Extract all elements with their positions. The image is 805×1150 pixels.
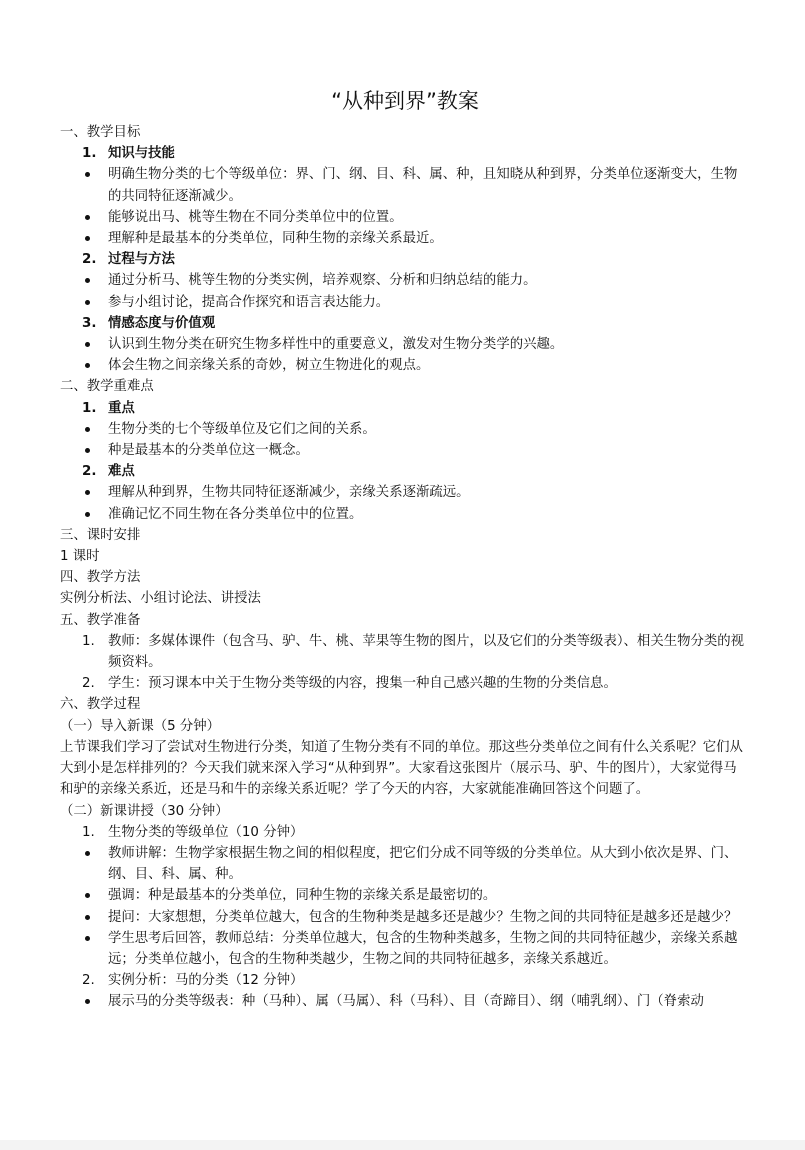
bullet-icon [85, 236, 90, 241]
subheading-label: 情感态度与价值观 [108, 315, 216, 331]
bullet-item [60, 928, 750, 970]
section-heading-6: 六、教学过程 [60, 697, 141, 713]
bullet-item [60, 885, 750, 906]
subheading [60, 398, 750, 419]
paragraph: 上节课我们学习了尝试对生物进行分类，知道了生物分类有不同的单位。那这些分类单位之间有什么关系呢？它们从大到小是怎样排列的？今天我们就来深入学习“从种到界”。大家看这张图片（展示马、驴、牛的图片），大家觉得马和驴的亲缘关系近，还是马和牛的亲缘关系近呢？学了今天的内容，大家就能准确回答这个问题了。 [60, 739, 743, 798]
numbered-text: 生物分类的等级单位（10 分钟） [108, 824, 304, 840]
bullet-text: 认识到生物分类在研究生物多样性中的重要意义，激发对生物分类学的兴趣。 [108, 337, 564, 353]
bullet-text: 提问：大家想想，分类单位越大，包含的生物种类是越多还是越少？生物之间的共同特征是越多还是越少？ [108, 909, 738, 925]
bullet-icon [85, 915, 90, 920]
part-heading: （二）新课讲授（30 分钟） [60, 803, 229, 819]
bullet-text: 强调：种是最基本的分类单位，同种生物的亲缘关系是最密切的。 [108, 888, 497, 904]
bullet-text: 展示马的分类等级表：种（马种）、属（马属）、科（马科）、目（奇蹄目）、纲（哺乳纲）、门（脊索动 [108, 994, 704, 1010]
item-number: 2. [82, 464, 97, 480]
numbered-text: 实例分析：马的分类（12 分钟） [108, 973, 304, 989]
subheading [60, 313, 750, 334]
bullet-icon [85, 893, 90, 898]
bullet-item [60, 207, 750, 228]
bullet-item [60, 228, 750, 249]
bullet-icon [85, 278, 90, 283]
bullet-text: 明确生物分类的七个等级单位：界、门、纲、目、科、属、种，且知晓从种到界，分类单位逐渐变大，生物的共同特征逐渐减少。 [108, 167, 738, 204]
subheading [60, 249, 750, 270]
subheading-label: 知识与技能 [108, 146, 175, 162]
section-text: 实例分析法、小组讨论法、讲授法 [60, 591, 261, 607]
item-number: 1. [82, 633, 95, 649]
bullet-text: 参与小组讨论，提高合作探究和语言表达能力。 [108, 294, 390, 310]
section-heading-2: 二、教学重难点 [60, 379, 154, 395]
page-title: “从种到界”教案 [331, 89, 479, 113]
bullet-icon [85, 851, 90, 856]
bullet-item [60, 504, 750, 525]
item-number: 2. [82, 252, 97, 268]
subheading [60, 461, 750, 482]
bullet-item [60, 164, 750, 206]
bullet-text: 生物分类的七个等级单位及它们之间的关系。 [108, 421, 376, 437]
bullet-item [60, 355, 750, 376]
bullet-item [60, 292, 750, 313]
section-text: 1 课时 [60, 549, 100, 565]
numbered-item [60, 631, 750, 673]
item-number: 2. [82, 676, 95, 692]
numbered-item [60, 822, 750, 843]
numbered-text: 学生：预习课本中关于生物分类等级的内容，搜集一种自己感兴趣的生物的分类信息。 [108, 676, 617, 692]
bullet-icon [85, 342, 90, 347]
bullet-text: 能够说出马、桃等生物在不同分类单位中的位置。 [108, 209, 403, 225]
bullet-icon [85, 490, 90, 495]
bullet-text: 理解种是最基本的分类单位，同种生物的亲缘关系最近。 [108, 231, 443, 247]
document-content [60, 86, 750, 1013]
section-heading-1: 一、教学目标 [60, 125, 141, 140]
section-heading-3: 三、课时安排 [60, 527, 141, 543]
bullet-text: 通过分析马、桃等生物的分类实例，培养观察、分析和归纳总结的能力。 [108, 273, 537, 289]
bullet-icon [85, 427, 90, 432]
item-number: 2. [82, 973, 95, 989]
item-number: 3. [82, 315, 97, 331]
bullet-icon [85, 999, 90, 1004]
bullet-item [60, 991, 750, 1012]
bullet-text: 学生思考后回答，教师总结：分类单位越大，包含的生物种类越多，生物之间的共同特征越少，亲缘关系越远；分类单位越小，包含的生物种类越少，生物之间的共同特征越多，亲缘关系越近。 [108, 930, 738, 967]
bullet-icon [85, 215, 90, 220]
bullet-icon [85, 936, 90, 941]
bullet-icon [85, 363, 90, 368]
bullet-icon [85, 172, 90, 177]
bullet-item [60, 270, 750, 291]
section-heading-4: 四、教学方法 [60, 570, 141, 586]
bullet-text: 理解从种到界，生物共同特征逐渐减少，亲缘关系逐渐疏远。 [108, 485, 470, 501]
bullet-text: 种是最基本的分类单位这一概念。 [108, 443, 309, 459]
numbered-text: 教师：多媒体课件（包含马、驴、牛、桃、苹果等生物的图片，以及它们的分类等级表）、相关生物分类的视频资料。 [108, 633, 745, 671]
bullet-icon [85, 512, 90, 517]
bullet-icon [85, 448, 90, 453]
numbered-item [60, 970, 750, 991]
subheading [60, 143, 750, 164]
subheading-label: 过程与方法 [108, 252, 175, 268]
item-number: 1. [82, 400, 97, 416]
bullet-icon [85, 300, 90, 305]
bullet-text: 体会生物之间亲缘关系的奇妙，树立生物进化的观点。 [108, 358, 430, 374]
bullet-item [60, 843, 750, 885]
section-heading-5: 五、教学准备 [60, 612, 141, 628]
item-number: 1. [82, 824, 95, 840]
item-number: 1. [82, 146, 97, 162]
subheading-label: 难点 [108, 464, 135, 480]
subheading-label: 重点 [108, 400, 135, 416]
part-heading: （一）导入新课（5 分钟） [60, 718, 221, 734]
bullet-text: 准确记忆不同生物在各分类单位中的位置。 [108, 506, 363, 522]
bullet-item [60, 440, 750, 461]
bullet-item [60, 907, 750, 928]
bullet-item [60, 334, 750, 355]
bullet-item [60, 419, 750, 440]
bullet-text: 教师讲解：生物学家根据生物之间的相似程度，把它们分成不同等级的分类单位。从大到小依次是界、门、纲、目、科、属、种。 [108, 845, 738, 883]
bullet-item [60, 482, 750, 503]
numbered-item [60, 673, 750, 694]
